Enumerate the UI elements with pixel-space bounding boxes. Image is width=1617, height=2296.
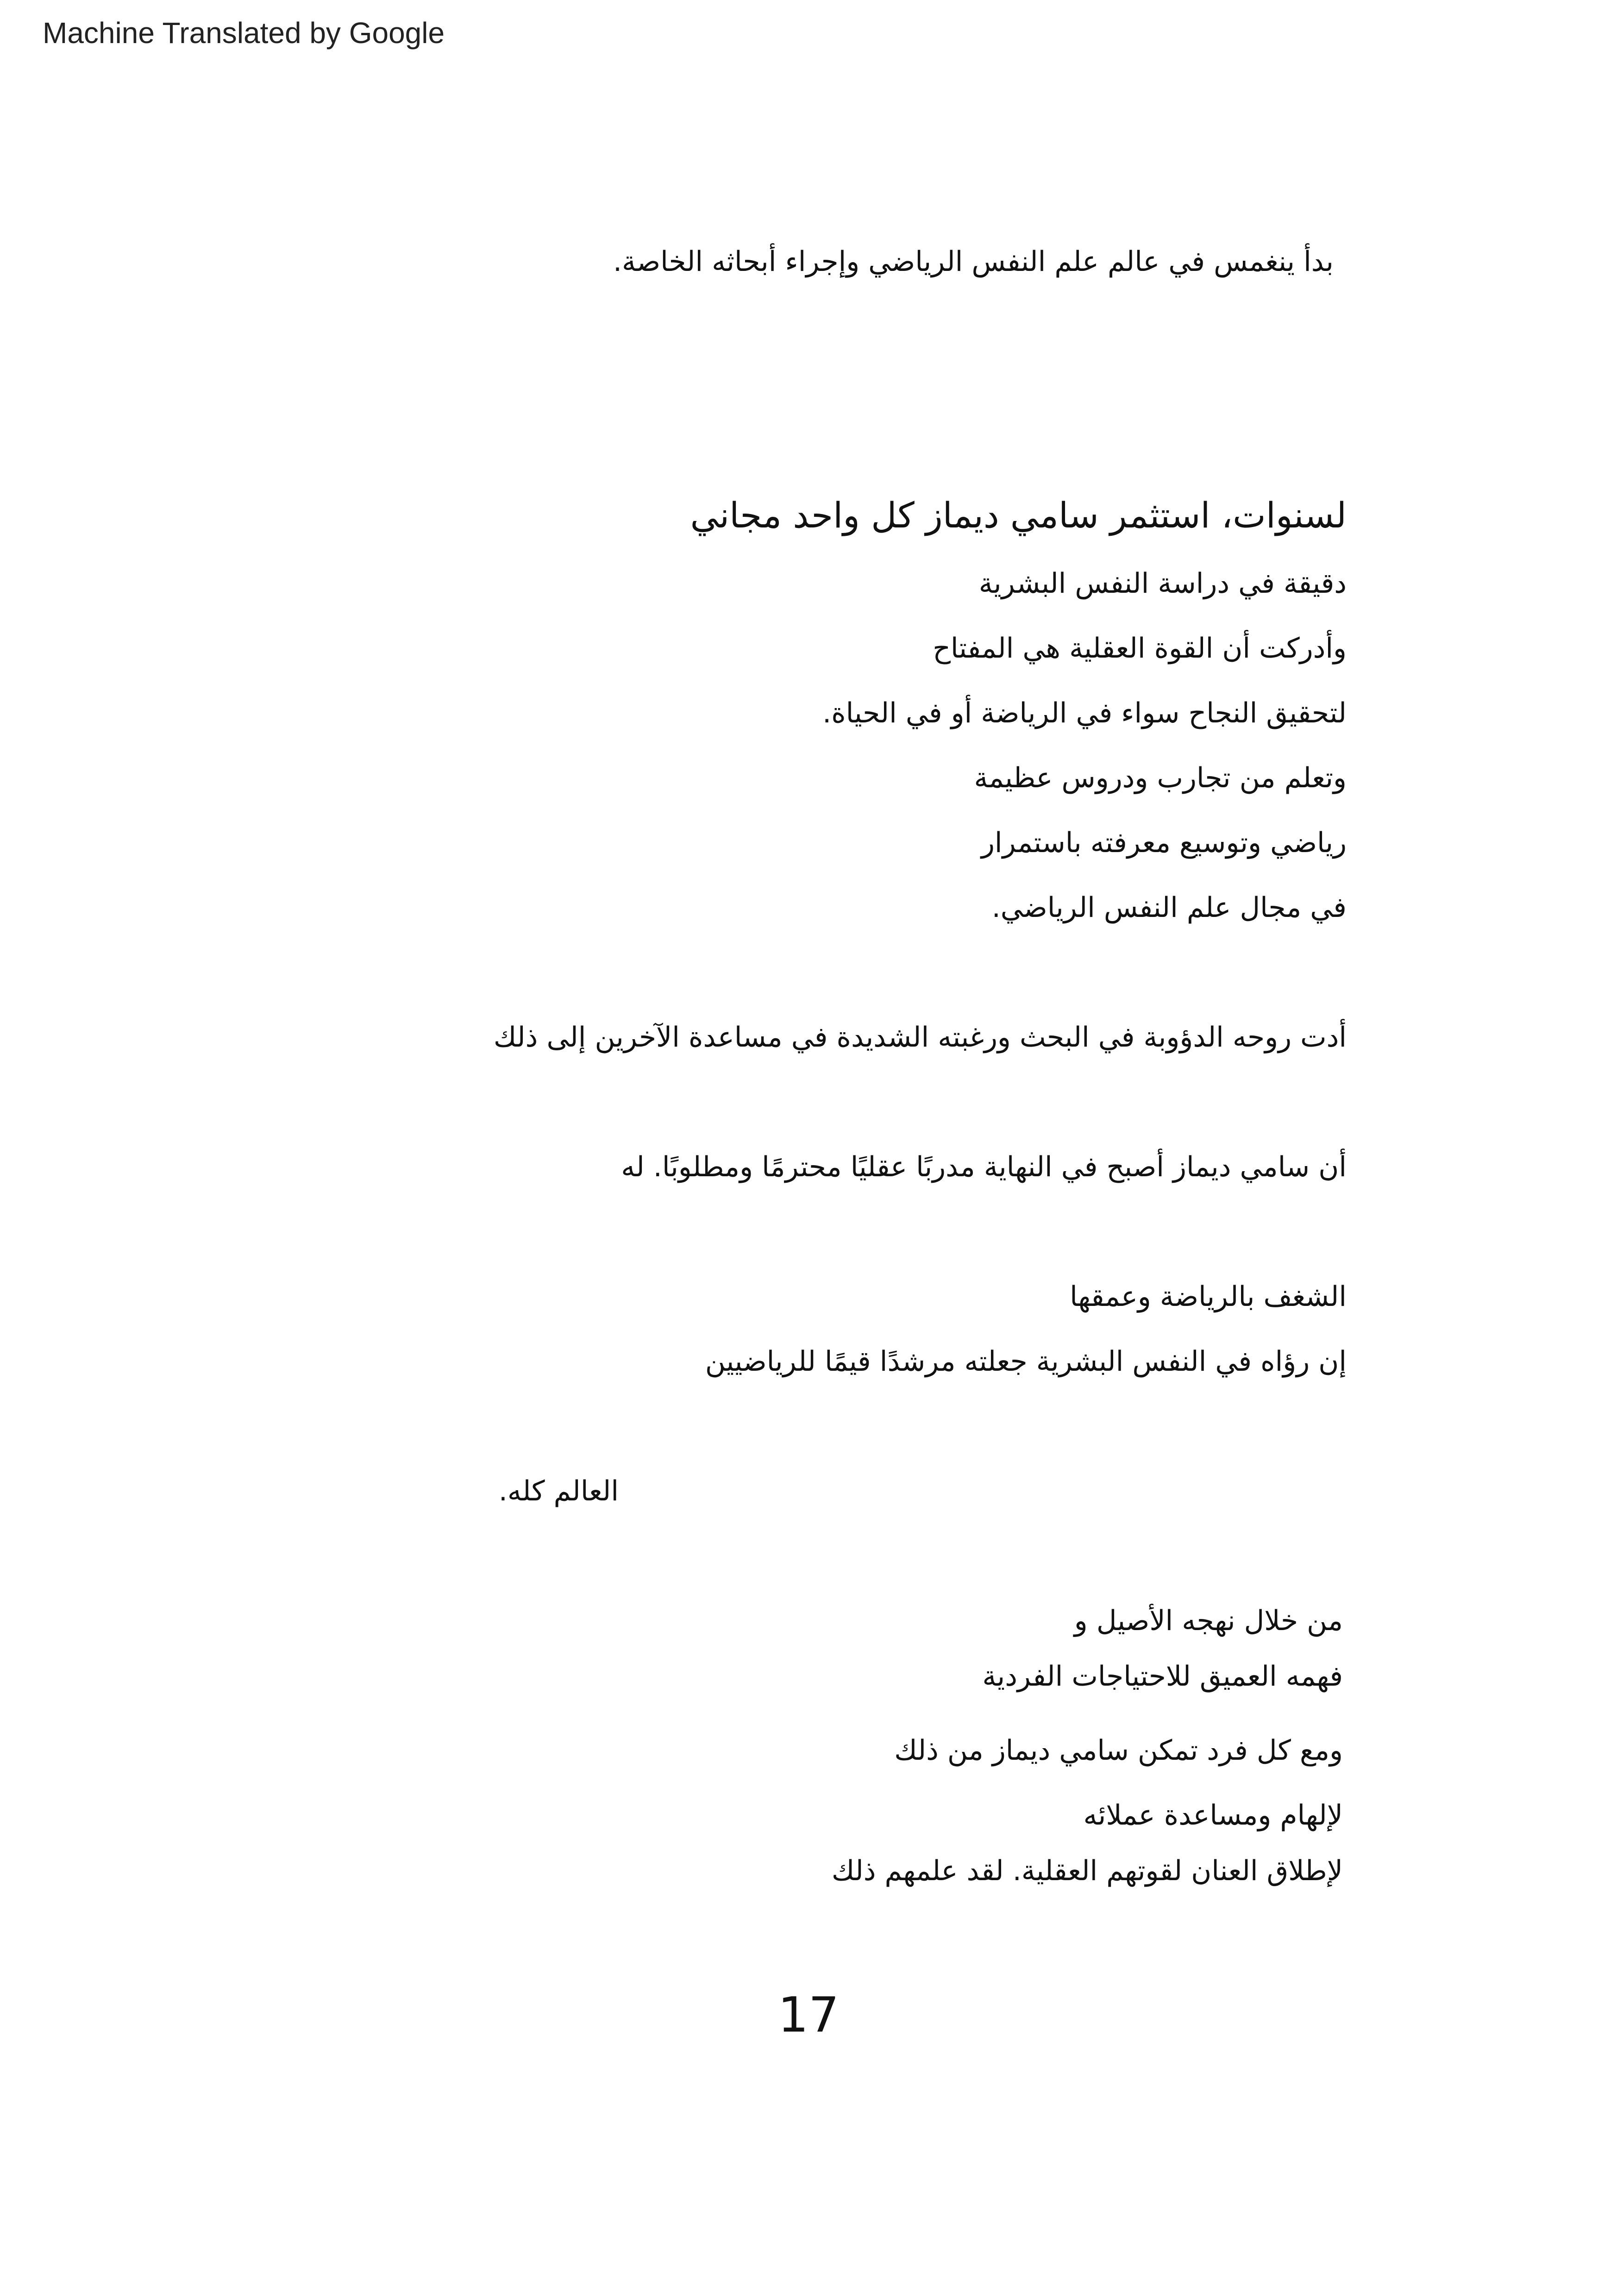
paragraph-line: لإلهام ومساعدة عملائه xyxy=(1083,1799,1343,1832)
paragraph-heading-line: لسنوات، استثمر سامي ديماز كل واحد مجاني xyxy=(690,495,1347,536)
paragraph-line: وتعلم من تجارب ودروس عظيمة xyxy=(974,762,1347,794)
paragraph-line: أدت روحه الدؤوبة في البحث ورغبته الشديدة في مساعدة الآخرين إلى ذلك xyxy=(493,1021,1347,1054)
paragraph-line: الشغف بالرياضة وعمقها xyxy=(1070,1280,1347,1313)
paragraph-line: لتحقيق النجاح سواء في الرياضة أو في الحياة. xyxy=(822,697,1347,729)
paragraph-line: بدأ ينغمس في عالم علم النفس الرياضي وإجراء أبحاثه الخاصة. xyxy=(613,245,1334,278)
page-number: 17 xyxy=(777,1987,840,2043)
paragraph-line: أن سامي ديماز أصبح في النهاية مدربًا عقليًا محترمًا ومطلوبًا. له xyxy=(621,1151,1347,1183)
paragraph-line: لإطلاق العنان لقوتهم العقلية. لقد علمهم ذلك xyxy=(831,1855,1343,1887)
paragraph-line: دقيقة في دراسة النفس البشرية xyxy=(978,567,1347,600)
paragraph-line: ومع كل فرد تمكن سامي ديماز من ذلك xyxy=(894,1734,1343,1767)
paragraph-line: العالم كله. xyxy=(498,1475,619,1507)
paragraph-line: في مجال علم النفس الرياضي. xyxy=(991,891,1347,924)
machine-translation-notice: Machine Translated by Google xyxy=(43,16,445,50)
paragraph-line: وأدركت أن القوة العقلية هي المفتاح xyxy=(933,632,1347,665)
paragraph-line: إن رؤاه في النفس البشرية جعلته مرشدًا قيمًا للرياضيين xyxy=(705,1345,1347,1378)
paragraph-line: فهمه العميق للاحتياجات الفردية xyxy=(982,1660,1343,1693)
paragraph-line: من خلال نهجه الأصيل و xyxy=(1074,1605,1343,1637)
paragraph-line: رياضي وتوسيع معرفته باستمرار xyxy=(981,827,1347,859)
